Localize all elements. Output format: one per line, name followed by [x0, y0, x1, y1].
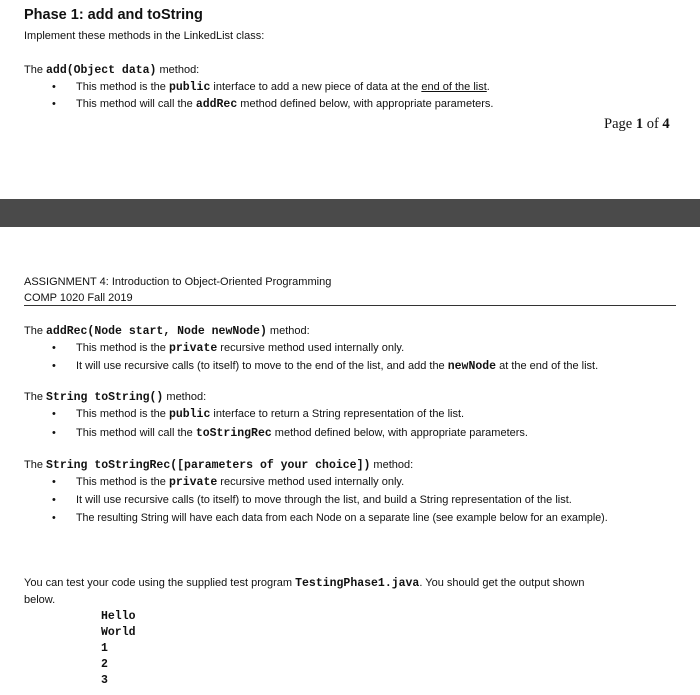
tostring-method-signature [24, 391, 206, 404]
text-fragment: interface to return a String representation of the list. [210, 408, 465, 420]
bullet-icon: • [52, 98, 56, 110]
code-test-file: TestingPhase1.java [295, 577, 420, 590]
output-line: World [101, 626, 136, 639]
text-fragment: The [24, 391, 47, 403]
text-fragment: method: [156, 64, 200, 76]
addrec-bullet-1 [24, 342, 404, 355]
tostringrec-bullet-3 [24, 512, 608, 524]
bullet-icon: • [52, 512, 56, 524]
code-public: public [168, 408, 211, 421]
tostring-bullet-1 [24, 408, 464, 421]
text-fragment: at the end of the list. [496, 360, 599, 372]
bullet-icon: • [52, 476, 56, 488]
text-fragment: The [24, 459, 47, 471]
bullet-icon: • [52, 494, 56, 506]
output-line: 3 [101, 674, 108, 687]
add-method-signature [24, 64, 199, 77]
text-fragment: . You should get the output shown [419, 577, 585, 589]
text-fragment: recursive method used internally only. [217, 342, 405, 354]
add-bullet-1 [24, 81, 490, 94]
page-break-band [0, 199, 700, 227]
assignment-header: ASSIGNMENT 4: Introduction to Object-Oriented Programming [24, 276, 332, 288]
total-pages: 4 [662, 116, 670, 132]
text-fragment: . [486, 81, 490, 93]
page-number [604, 116, 670, 133]
tostringrec-bullet-2 [24, 494, 572, 506]
test-instructions [24, 577, 584, 590]
underlined-phrase: end of the list [421, 81, 487, 93]
bullet-icon: • [52, 427, 56, 439]
output-line: 1 [101, 642, 108, 655]
code-tostring: String toString() [46, 391, 164, 404]
code-public: public [168, 81, 211, 94]
course-header: COMP 1020 Fall 2019 [24, 292, 133, 304]
code-addrec-signature: addRec(Node start, Node newNode) [46, 325, 267, 338]
text-fragment: This method is the [76, 408, 169, 420]
tostring-bullet-2 [24, 427, 528, 440]
tostringrec-method-signature [24, 459, 413, 472]
tostringrec-bullet-1 [24, 476, 404, 489]
text-fragment: method defined below, with appropriate parameters. [271, 427, 528, 439]
addrec-bullet-2 [24, 360, 598, 373]
code-addrec: addRec [195, 98, 238, 111]
current-page: 1 [635, 116, 644, 132]
text-fragment: This method will call the [76, 427, 196, 439]
output-line: Hello [101, 610, 136, 623]
text-fragment: The [24, 64, 47, 76]
code-tostringrec-signature: String toStringRec([parameters of your choice]) [46, 459, 371, 472]
bullet-icon: • [52, 408, 56, 420]
text-fragment: method: [266, 325, 310, 337]
text-fragment: This method will call the [76, 98, 196, 110]
bullet-icon: • [52, 81, 56, 93]
test-instructions-cont: below. [24, 594, 56, 606]
text-fragment: method: [163, 391, 207, 403]
text-fragment: Page [604, 116, 636, 132]
header-rule [24, 305, 676, 306]
text-fragment: This method is the [76, 476, 169, 488]
code-private: private [168, 476, 218, 489]
text-fragment: It will use recursive calls (to itself) to move to the end of the list, and add the [76, 360, 448, 372]
code-add: add(Object data) [46, 64, 157, 77]
text-fragment: The resulting String will have each data from each Node on a separate line (see example below for an example). [76, 512, 608, 524]
bullet-icon: • [52, 342, 56, 354]
text-fragment: recursive method used internally only. [217, 476, 405, 488]
intro-text: Implement these methods in the LinkedList class: [24, 30, 265, 42]
bullet-icon: • [52, 360, 56, 372]
phase-heading: Phase 1: add and toString [24, 7, 203, 23]
addrec-method-signature [24, 325, 310, 338]
add-bullet-2 [24, 98, 493, 111]
text-fragment: method defined below, with appropriate parameters. [237, 98, 494, 110]
text-fragment: of [643, 116, 663, 132]
text-fragment: You can test your code using the supplied test program [24, 577, 296, 589]
code-newnode: newNode [447, 360, 497, 373]
text-fragment: This method is the [76, 342, 169, 354]
text-fragment: It will use recursive calls (to itself) to move through the list, and build a String representation of the list. [76, 494, 572, 506]
code-tostringrec: toStringRec [195, 427, 272, 440]
text-fragment: method: [370, 459, 414, 471]
text-fragment: interface to add a new piece of data at the [210, 81, 422, 93]
output-line: 2 [101, 658, 108, 671]
text-fragment: This method is the [76, 81, 169, 93]
text-fragment: The [24, 325, 47, 337]
code-private: private [168, 342, 218, 355]
